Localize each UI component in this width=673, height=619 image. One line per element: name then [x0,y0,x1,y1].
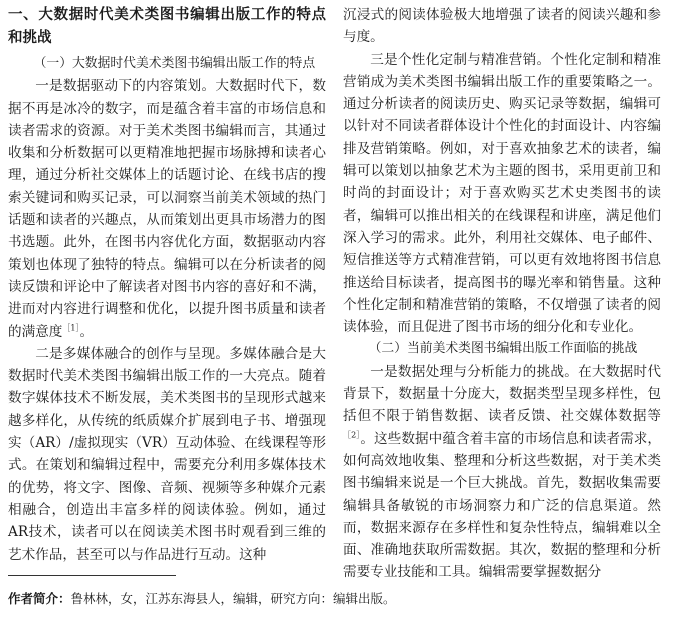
citation-1: ［1］ [62,323,80,333]
footnote-divider [8,575,176,576]
author-footnote [8,590,396,608]
paragraph-text: 一是数据处理与分析能力的挑战。在大数据时代背景下，数据量十分庞大，数据类型呈现多样性，包括但不限于销售数据、读者反馈、社交媒体数据等 [343,363,661,425]
left-column [8,4,326,566]
paragraph-end: 。 [79,323,94,340]
footnote-text: 鲁林林，女，江苏东海县人，编辑，研究方向：编辑出版。 [70,591,396,606]
subsection-title-features: （一）大数据时代美术类图书编辑出版工作的特点 [33,56,316,71]
footnote-label: 作者简介： [8,591,71,606]
paragraph-personalization: 三是个性化定制与精准营销。个性化定制和精准营销成为美术类图书编辑出版工作的重要策略之一。通过分析读者的阅读历史、购买记录等数据，编辑可以针对不同读者群体设计个性化的封面设计、内容编排及营销策略。例如，对于喜欢抽象艺术的读者，编辑可以策划以抽象艺术为主题的图书，采用更前卫和时尚的封面设计；对于喜欢购买艺术史类图书的读者，编辑可以推出相关的在线课程和讲座，满足他们深入学习的需求。此外，利用社交媒体、电子邮件、短信推送等方式精准营销，可以更有效地将图书信息推送给目标读者，提高图书的曝光率和销售量。这种个性化定制和精准营销的策略，不仅增强了读者的阅读体验，而且促进了图书市场的细分化和专业化。 [343,51,661,336]
citation-2: ［2］ [343,430,361,440]
paragraph-data-driven [8,75,326,343]
section-title: 一、大数据时代美术类图书编辑出版工作的特点和挑战 [8,7,326,46]
paragraph-multimedia: 二是多媒体融合的创作与呈现。多媒体融合是大数据时代美术类图书编辑出版工作的一大亮点。随着数字媒体技术不断发展，美术类图书的呈现形式越来越多样化，从传统的纸质媒介扩展到电子书、增强现实（AR）/虚拟现实（VR）互动体验、在线课程等形式。在策划和编辑过程中，需要充分利用多媒体技术的优势，将文字、图像、音频、视频等多种媒介元素相融合，创造出丰富多样的阅读体验。例如，通过AR技术，读者可以在阅读美术图书时观看到三维的艺术作品，甚至可以与作品进行互动。这种 [8,345,326,563]
right-column [343,4,661,584]
paragraph-text-end: 。这些数据中蕴含着丰富的市场信息和读者需求，如何高效地收集、整理和分析这些数据，对于美术类图书编辑来说是一个巨大挑战。首先，数据收集需要编辑具备敏锐的市场洞察力和广泛的信息渠道。然而，数据来源存在多样性和复杂性特点，编辑难以全面、准确地获取所需数据。其次，数据的整理和分析需要专业技能和工具。编辑需要掌握数据分 [343,430,662,581]
subsection-title-challenges: （二）当前美术类图书编辑出版工作面临的挑战 [368,341,638,357]
paragraph-continuation: 沉浸式的阅读体验极大地增强了读者的阅读兴趣和参与度。 [343,7,661,46]
paragraph-text: 一是数据驱动下的内容策划。大数据时代下，数据不再是冰冷的数字，而是蕴含着丰富的市场信息和读者需求的资源。对于美术类图书编辑而言，其通过收集和分析数据可以更精准地把握市场脉搏和读者心理，通过分析社交媒体上的话题讨论、在线书店的搜索关键词和购买记录，可以洞察当前美术领域的热门话题和读者的兴趣点，从而策划出更具市场潜力的图书选题。此外，在图书内容优化方面，数据驱动内容策划也体现了独特的特点。编辑可以在分析读者的阅读反馈和评论中了解读者对图书内容的喜好和不满，进而对内容进行调整和优化，以提升图书质量和读者的满意度 [8,78,326,340]
paragraph-data-processing [343,361,661,584]
